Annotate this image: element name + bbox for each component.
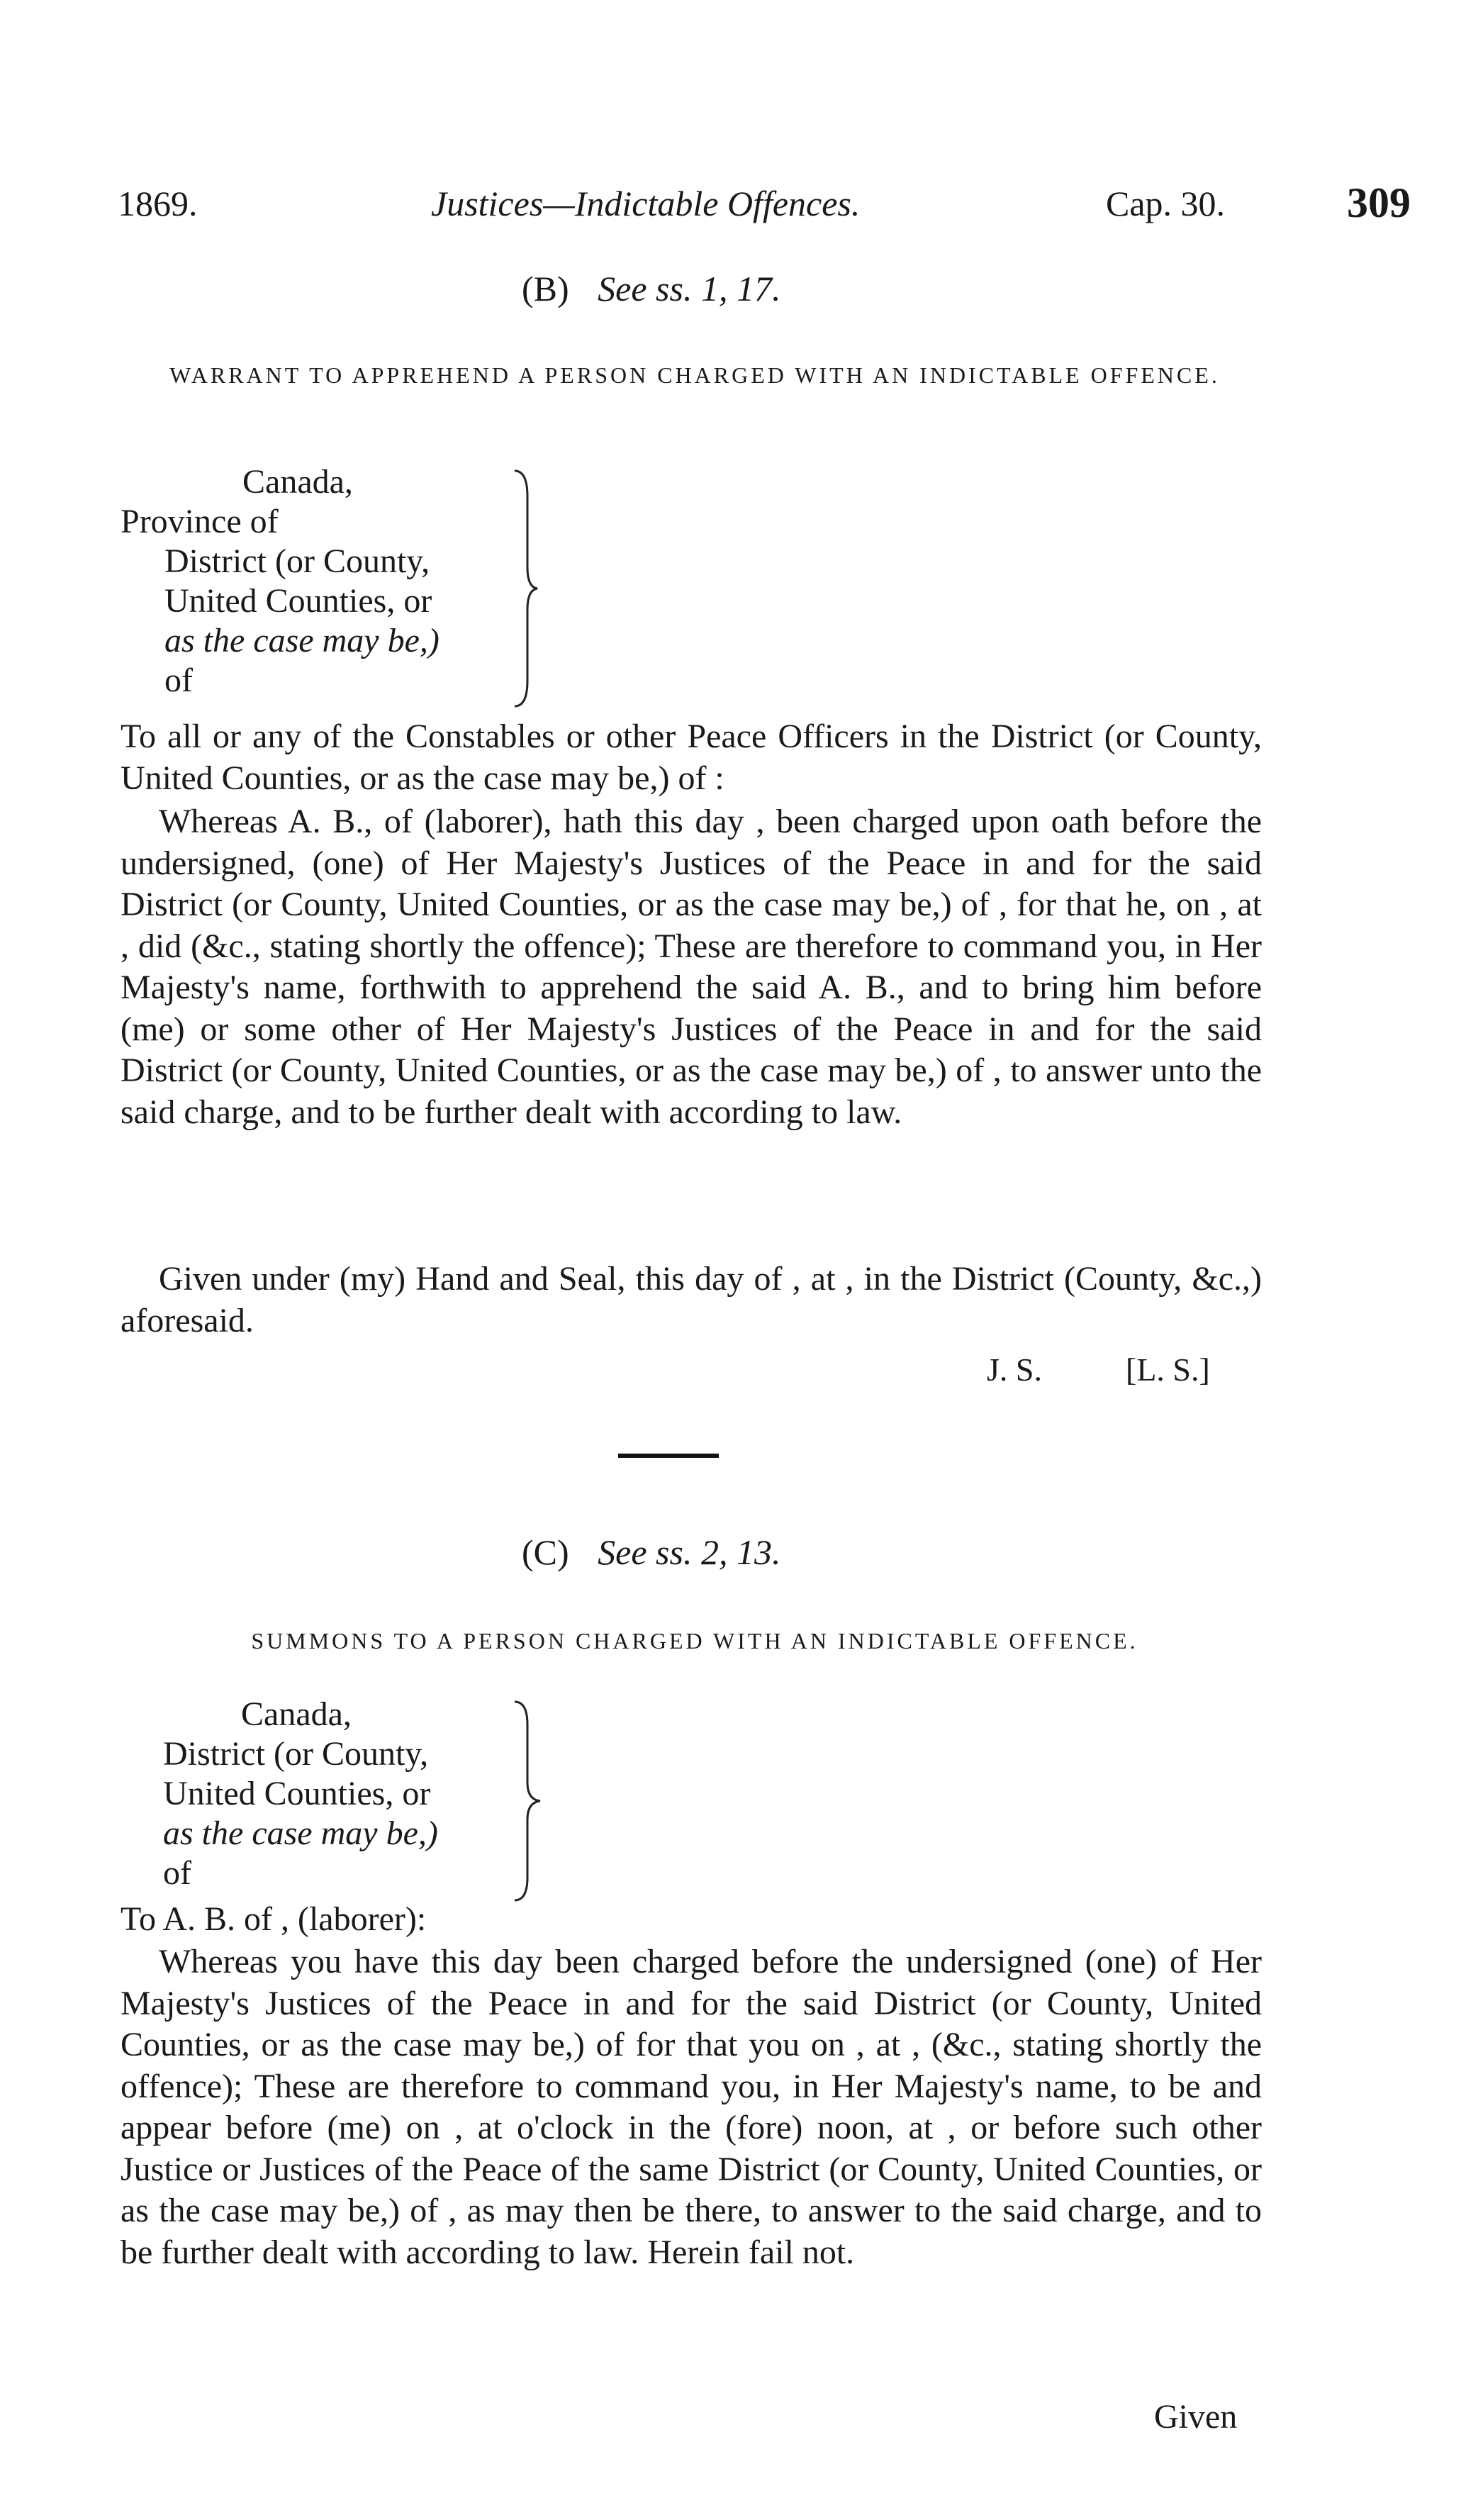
form-c-venue-brace (512, 1699, 544, 1905)
header-title: Justices—Indictable Offences. (431, 184, 861, 223)
form-b-label: (B) (522, 269, 569, 308)
venue-line: of (164, 662, 193, 699)
form-b-seal: [L. S.] (1126, 1351, 1210, 1388)
form-c-body: Whereas you have this day been charged before the undersigned (one) of Her Majesty's Justices of the Peace in and for the said District (or County, United Counties, or as the case may be,) of for that you on , at , (&c., stating shortly the offence); These are therefore to command you, in Her Majesty's name, to be and appear before (me) on , at o'clock in the (fore) noon, at , or before such other Justice or Justices of the Peace of the same District (or County, United Counties, or as the case may be,) of , as may then be there, to answer to the said charge, and to be further dealt with according to law. Herein fail not. (121, 1943, 1262, 2271)
form-b-given: Given under (my) Hand and Seal, this day of , at , in the District (County, &c.,) aforesaid. (121, 1260, 1262, 1339)
form-c-address: To A. B. of , (laborer): (121, 1900, 427, 1938)
venue-line: as the case may be,) (164, 622, 440, 659)
header-chapter: Cap. 30. (1106, 184, 1226, 223)
catchword: Given (1154, 2398, 1238, 2436)
venue-line: as the case may be,) (163, 1814, 438, 1852)
venue-line: District (or County, (164, 542, 430, 580)
form-c-reference: See ss. 2, 13. (598, 1532, 781, 1572)
form-b-address: To all or any of the Constables or other Peace Officers in the District (or County, United Counties, or as the case may be,) of : (121, 718, 1262, 797)
venue-line: Canada, (241, 1695, 352, 1733)
form-c-label: (C) (522, 1532, 569, 1572)
form-b-reference: See ss. 1, 17. (598, 269, 781, 308)
form-b-venue-brace (512, 468, 540, 709)
venue-line: of (163, 1854, 191, 1892)
form-c-caption: SUMMONS TO A PERSON CHARGED WITH AN INDICTABLE OFFENCE. (251, 1628, 1138, 1654)
form-c-venue (163, 1695, 560, 1893)
form-b-venue (121, 462, 560, 701)
form-c-heading (522, 1532, 780, 1573)
venue-line: Canada, (242, 463, 353, 501)
form-b-caption: WARRANT TO APPREHEND A PERSON CHARGED WITH AN INDICTABLE OFFENCE. (169, 362, 1220, 388)
venue-line: District (or County, (163, 1735, 429, 1773)
venue-line: United Counties, or (163, 1775, 431, 1812)
form-b-body: Whereas A. B., of (laborer), hath this day , been charged upon oath before the undersigned, (one) of Her Majesty's Justices of the Peace in and for the said District (or County, United Counties, or as the case may be,) of , for that he, on , at , did (&c., stating shortly the offence); These are therefore to command you, in Her Majesty's name, forthwith to apprehend the said A. B., and to bring him before (me) or some other of Her Majesty's Justices of the Peace in and for the said District (or County, United Counties, or as the case may be,) of , to answer unto the said charge, and to be further dealt with according to law. (121, 803, 1262, 1131)
form-b-heading (522, 268, 780, 309)
form-b-signature: J. S. (987, 1351, 1042, 1388)
header-year: 1869. (118, 184, 198, 223)
venue-line: Province of (121, 503, 279, 540)
section-divider (618, 1454, 719, 1458)
page-number: 309 (1347, 179, 1411, 226)
venue-line: United Counties, or (164, 582, 432, 620)
